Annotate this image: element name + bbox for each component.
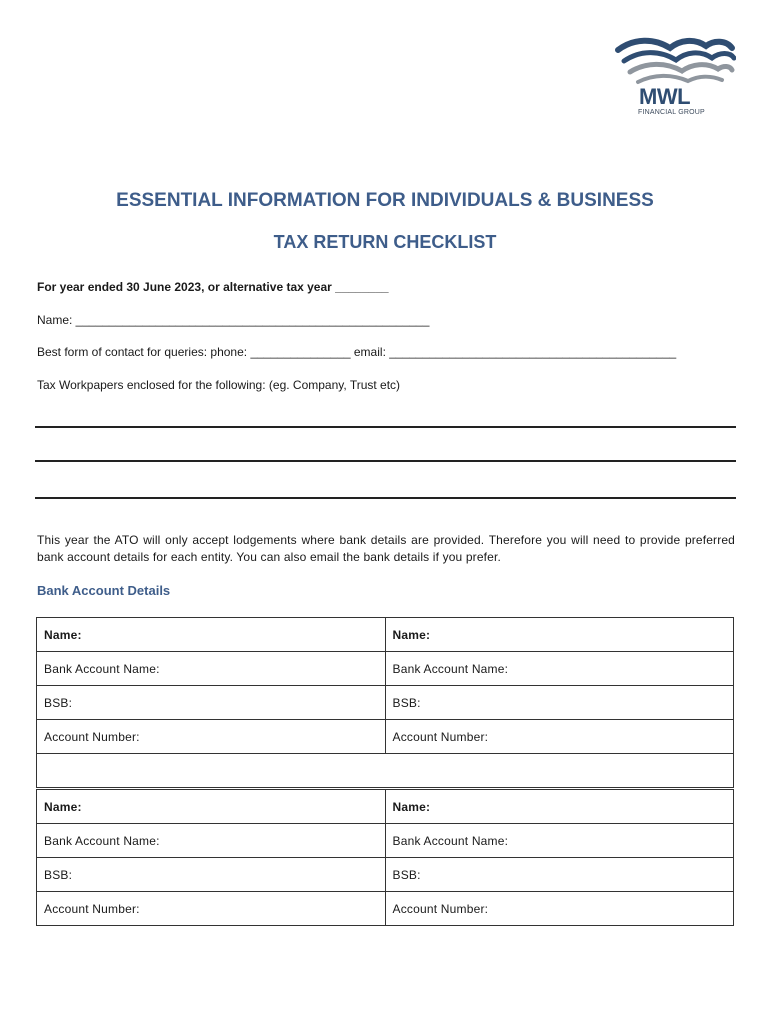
table-row	[37, 618, 734, 652]
workpapers-line-3[interactable]	[35, 497, 736, 499]
name-cell-right[interactable]	[385, 790, 734, 824]
account-number-cell-right[interactable]: Account Number:	[385, 720, 734, 754]
name-label: Name:	[44, 799, 82, 814]
name-label: Name:	[44, 627, 82, 642]
workpapers-line-2[interactable]	[35, 460, 736, 462]
bsb-cell-right[interactable]: BSB:	[385, 858, 734, 892]
document-subtitle: TAX RETURN CHECKLIST	[273, 232, 497, 252]
table-row	[37, 652, 734, 686]
wave-logo-icon	[614, 36, 736, 86]
account-name-cell-left[interactable]: Bank Account Name:	[37, 652, 386, 686]
account-number-cell-left[interactable]: Account Number:	[37, 892, 386, 926]
bsb-cell-right[interactable]: BSB:	[385, 686, 734, 720]
account-name-cell-left[interactable]: Bank Account Name:	[37, 824, 386, 858]
document-title: ESSENTIAL INFORMATION FOR INDIVIDUALS & BUSINESS	[116, 190, 654, 211]
workpapers-line-1[interactable]	[35, 426, 736, 428]
table-row	[37, 686, 734, 720]
bsb-cell-left[interactable]: BSB:	[37, 686, 386, 720]
bank-details-table-2	[36, 789, 734, 926]
table-row	[37, 790, 734, 824]
name-cell-right[interactable]	[385, 618, 734, 652]
spacer-cell	[37, 754, 734, 788]
name-label: Name:	[392, 627, 431, 642]
contact-field[interactable]: Best form of contact for queries: phone: _______________ email: ___________________________________________	[37, 345, 677, 359]
bank-details-heading: Bank Account Details	[37, 583, 171, 598]
table-row-spacer	[37, 754, 734, 788]
name-field[interactable]: Name: _____________________________________________________	[37, 313, 430, 327]
table-row	[37, 720, 734, 754]
ato-notice-paragraph: This year the ATO will only accept lodgements where bank details are provided. Therefore you will need to provide preferred bank account details for each entity. You can also email the bank details if you prefer.	[37, 533, 735, 564]
table-row	[37, 892, 734, 926]
workpapers-label: Tax Workpapers enclosed for the following: (eg. Company, Trust etc)	[37, 378, 401, 392]
name-cell-left[interactable]	[37, 618, 386, 652]
logo-wordmark: MWL	[639, 84, 691, 109]
table-row	[37, 824, 734, 858]
name-cell-left[interactable]	[37, 790, 386, 824]
logo-subtitle: FINANCIAL GROUP	[638, 109, 705, 116]
account-number-cell-right[interactable]: Account Number:	[385, 892, 734, 926]
table-row	[37, 858, 734, 892]
company-logo	[614, 36, 736, 120]
bank-details-table-1	[36, 617, 734, 788]
account-name-cell-right[interactable]: Bank Account Name:	[385, 652, 734, 686]
account-name-cell-right[interactable]: Bank Account Name:	[385, 824, 734, 858]
account-number-cell-left[interactable]: Account Number:	[37, 720, 386, 754]
bsb-cell-left[interactable]: BSB:	[37, 858, 386, 892]
name-label: Name:	[392, 799, 431, 814]
year-field[interactable]: For year ended 30 June 2023, or alternative tax year ________	[37, 280, 389, 294]
